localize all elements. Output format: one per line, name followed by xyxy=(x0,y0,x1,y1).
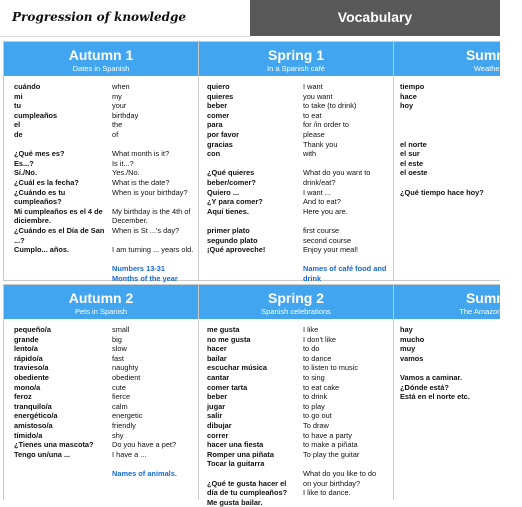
spring2-english-list xyxy=(303,325,376,498)
list-item: dibujar xyxy=(207,420,232,430)
list-item: mono/a xyxy=(14,382,41,392)
list-item: shy xyxy=(112,430,124,440)
list-item: Vamos a caminar. xyxy=(400,372,463,382)
list-item: What do you want to xyxy=(303,168,371,178)
list-item: cuándo xyxy=(14,82,41,91)
list-item: hacer una fiesta xyxy=(207,440,264,450)
list-item: correr xyxy=(207,430,229,440)
list-item: Enjoy your meal! xyxy=(303,245,359,255)
list-item: when xyxy=(112,82,130,91)
list-item xyxy=(400,130,484,140)
list-item: pequeño/a xyxy=(14,325,51,334)
list-item: I want ... xyxy=(303,187,331,197)
list-item: ¿Cuál es la fecha? xyxy=(14,177,79,187)
list-item: cumpleaños xyxy=(14,110,58,120)
list-item: When is St ...'s day? xyxy=(112,225,180,235)
list-item: Aquí tienes. xyxy=(207,206,249,216)
list-item: rápido/a xyxy=(14,353,43,363)
spring1-subtitle: In a Spanish café xyxy=(267,64,325,73)
list-item xyxy=(400,120,484,130)
list-item: birthday xyxy=(112,110,139,120)
list-item: Names of animals. xyxy=(112,468,177,478)
summer1-title: Summer xyxy=(465,47,522,63)
list-item: Está en el norte etc. xyxy=(400,392,470,402)
list-item: mucho xyxy=(400,334,425,344)
list-item: of xyxy=(112,129,119,139)
spring1-panel xyxy=(198,41,394,281)
list-item: comer tarta xyxy=(207,382,248,392)
list-item: obedient xyxy=(112,372,141,382)
list-item: Thank you xyxy=(303,139,338,149)
list-item: no me gusta xyxy=(207,334,251,344)
list-item: tiempo xyxy=(400,82,425,91)
list-item: ¿Dónde está? xyxy=(400,382,449,392)
autumn1-title: Autumn 1 xyxy=(68,47,134,63)
list-item: I am turning ... years old. xyxy=(112,245,194,255)
list-item: And to eat? xyxy=(303,197,341,207)
list-item: beber/comer? xyxy=(207,177,256,187)
list-item: to drink xyxy=(303,392,328,402)
summer2-spanish-list xyxy=(400,325,470,402)
list-item: drink xyxy=(303,273,322,283)
vocabulary-header xyxy=(250,0,500,36)
list-item: hay xyxy=(400,325,413,334)
list-item: quieres xyxy=(207,91,234,101)
list-item: energético/a xyxy=(14,411,58,421)
list-item: the xyxy=(112,120,123,130)
progression-header xyxy=(0,0,250,37)
list-item: escuchar música xyxy=(207,363,267,373)
summer2-panel xyxy=(393,284,522,500)
list-item xyxy=(400,363,470,373)
list-item: feroz xyxy=(14,392,32,402)
summer2-subtitle: The Amazon r xyxy=(459,307,506,316)
spring1-title: Spring 1 xyxy=(267,47,324,63)
spring2-panel xyxy=(198,284,394,507)
list-item: I like xyxy=(303,325,319,334)
list-item: hacer xyxy=(207,344,227,354)
list-item xyxy=(207,216,265,226)
list-item: you want xyxy=(303,91,333,101)
list-item: to go out xyxy=(303,411,332,421)
list-item: mi xyxy=(14,91,23,101)
spring2-spanish-list xyxy=(207,325,287,507)
list-item: My birthday is the 4th of xyxy=(112,206,191,216)
list-item xyxy=(207,469,287,479)
list-item: quiero xyxy=(207,82,230,91)
list-item: to take (to drink) xyxy=(303,101,357,111)
list-item: big xyxy=(112,334,122,344)
autumn2-english-list xyxy=(112,325,177,479)
list-item: ¿Qué te gusta hacer el xyxy=(207,478,287,488)
list-item: Tocar la guitarra xyxy=(207,459,265,469)
autumn2-title: Autumn 2 xyxy=(68,290,134,306)
list-item: to eat xyxy=(303,110,322,120)
list-item: el xyxy=(14,120,21,130)
list-item: first course xyxy=(303,225,340,235)
list-item: Numbers 13-31 xyxy=(112,264,165,274)
spring1-spanish-list xyxy=(207,82,265,255)
list-item: cute xyxy=(112,382,126,392)
summer1-panel xyxy=(393,41,522,281)
list-item: obediente xyxy=(14,372,49,382)
list-item xyxy=(303,159,386,169)
list-item: para xyxy=(207,120,223,130)
list-item: me gusta xyxy=(207,325,240,334)
list-item: ¿Cuándo es el Día de San xyxy=(14,225,105,235)
list-item: beber xyxy=(207,101,228,111)
list-item: ¿Qué tiempo hace hoy? xyxy=(400,187,484,197)
list-item: to play xyxy=(303,401,325,411)
autumn2-header xyxy=(4,285,198,319)
list-item: please xyxy=(303,129,325,139)
list-item xyxy=(112,236,193,246)
list-item: my xyxy=(112,91,122,101)
list-item: jugar xyxy=(207,401,226,411)
list-item: el norte xyxy=(400,139,427,149)
list-item: to listen to music xyxy=(303,363,359,373)
list-item: ¿Cuándo es tu xyxy=(14,187,66,197)
list-item: Romper una piñata xyxy=(207,449,274,459)
list-item: Me gusta bailar. xyxy=(207,497,263,507)
vocabulary-title: Vocabulary xyxy=(337,9,413,25)
list-item xyxy=(112,140,193,150)
list-item: amistoso/a xyxy=(14,420,53,430)
list-item xyxy=(303,216,386,226)
list-item: to make a piñata xyxy=(303,440,358,450)
autumn2-subtitle: Pets in Spanish xyxy=(74,307,128,316)
list-item: el oeste xyxy=(400,168,428,178)
list-item: por favor xyxy=(207,129,240,139)
list-item: Tengo un/una ... xyxy=(14,449,71,459)
list-item: Here you are. xyxy=(303,206,348,216)
list-item: cantar xyxy=(207,372,230,382)
summer1-subtitle: Weather in xyxy=(473,64,510,73)
list-item: naughty xyxy=(112,363,139,373)
list-item: ¿Tienes una mascota? xyxy=(14,440,94,450)
summer1-spanish-list xyxy=(400,82,484,197)
spring2-title: Spring 2 xyxy=(267,290,324,306)
list-item: What is the date? xyxy=(112,177,170,187)
autumn1-panel xyxy=(3,41,199,281)
list-item: What do you like to do xyxy=(303,468,377,478)
list-item: December. xyxy=(112,216,148,226)
list-item: diciembre. xyxy=(14,216,51,226)
list-item: el sur xyxy=(400,149,420,159)
list-item: Mi cumpleaños es el 4 de xyxy=(14,206,103,216)
progression-title: Progression of knowledge xyxy=(12,10,186,24)
spring1-english-list xyxy=(303,82,386,283)
list-item: el este xyxy=(400,158,424,168)
list-item: Cumplo... años. xyxy=(14,245,70,255)
summer2-title: Summer xyxy=(465,290,522,306)
list-item: fast xyxy=(112,353,124,363)
list-item xyxy=(303,459,376,469)
list-item: I like to dance. xyxy=(303,488,351,498)
list-item: To play the guitar xyxy=(303,449,360,459)
list-item: energetic xyxy=(112,411,143,421)
list-item: ¿Y para comer? xyxy=(207,197,263,207)
list-item: ...? xyxy=(14,235,25,245)
list-item xyxy=(112,255,193,265)
list-item: I want xyxy=(303,82,323,91)
list-item: ¿Qué quieres xyxy=(207,168,255,178)
list-item: hoy xyxy=(400,101,414,111)
list-item: grande xyxy=(14,334,39,344)
list-item: beber xyxy=(207,392,228,402)
list-item: Es...? xyxy=(14,158,34,168)
list-item: with xyxy=(303,149,317,159)
list-item xyxy=(303,255,386,265)
list-item: ¡Qué aproveche! xyxy=(207,245,266,255)
list-item: to sing xyxy=(303,372,325,382)
autumn1-spanish-list xyxy=(14,82,104,255)
list-item: ¿Qué mes es? xyxy=(14,149,65,159)
list-item: second course xyxy=(303,235,352,245)
list-item: I don't like xyxy=(303,334,337,344)
autumn2-panel xyxy=(3,284,199,500)
list-item: tu xyxy=(14,101,21,111)
list-item: muy xyxy=(400,344,416,354)
list-item: drink/eat? xyxy=(303,177,336,187)
autumn1-subtitle: Dates in Spanish xyxy=(72,64,130,73)
list-item xyxy=(400,111,484,121)
autumn1-english-list xyxy=(112,82,193,283)
list-item: Quiero ... xyxy=(207,187,240,197)
list-item: slow xyxy=(112,344,127,354)
list-item: fierce xyxy=(112,392,131,402)
list-item xyxy=(112,197,193,207)
list-item: Do you have a pet? xyxy=(112,440,177,450)
list-item: Names of café food and xyxy=(303,264,387,274)
summer1-header xyxy=(394,42,522,76)
list-item: your xyxy=(112,101,127,111)
list-item: What month is it? xyxy=(112,149,170,159)
list-item: con xyxy=(207,149,221,159)
list-item: comer xyxy=(207,110,230,120)
list-item: Months of the year xyxy=(112,273,178,283)
list-item: Yes./No. xyxy=(112,168,140,178)
autumn2-spanish-list xyxy=(14,325,94,459)
list-item: to eat cake xyxy=(303,382,340,392)
list-item: I have a ... xyxy=(112,449,147,459)
list-item: tímido/a xyxy=(14,430,43,440)
list-item: travieso/a xyxy=(14,363,49,373)
list-item: tranquilo/a xyxy=(14,401,52,411)
list-item xyxy=(112,459,177,469)
list-item: small xyxy=(112,325,130,334)
list-item: for /in order to xyxy=(303,120,350,130)
list-item: bailar xyxy=(207,353,227,363)
list-item: hace xyxy=(400,91,417,101)
list-item: vamos xyxy=(400,353,424,363)
list-item: salir xyxy=(207,411,223,421)
list-item: When is your birthday? xyxy=(112,187,188,197)
list-item: segundo plato xyxy=(207,235,258,245)
list-item: calm xyxy=(112,401,128,411)
list-item: To draw xyxy=(303,420,329,430)
list-item: primer plato xyxy=(207,225,250,235)
list-item: on your birthday? xyxy=(303,478,361,488)
autumn1-header xyxy=(4,42,198,76)
list-item: día de tu cumpleaños? xyxy=(207,488,288,498)
list-item: to do xyxy=(303,344,320,354)
spring2-subtitle: Spanish celebrations xyxy=(261,307,331,316)
list-item: to dance xyxy=(303,353,332,363)
list-item: Sí./No. xyxy=(14,168,37,178)
list-item: de xyxy=(14,129,23,139)
spring2-header xyxy=(199,285,393,319)
list-item: gracias xyxy=(207,139,233,149)
list-item: friendly xyxy=(112,420,136,430)
page-header xyxy=(0,0,500,36)
summer2-header xyxy=(394,285,522,319)
list-item xyxy=(400,178,484,188)
spring1-header xyxy=(199,42,393,76)
list-item: lento/a xyxy=(14,344,38,354)
list-item: to have a party xyxy=(303,430,352,440)
list-item: Is it...? xyxy=(112,158,134,168)
list-item: cumpleaños? xyxy=(14,197,62,207)
list-item xyxy=(207,159,265,169)
list-item xyxy=(14,140,104,150)
